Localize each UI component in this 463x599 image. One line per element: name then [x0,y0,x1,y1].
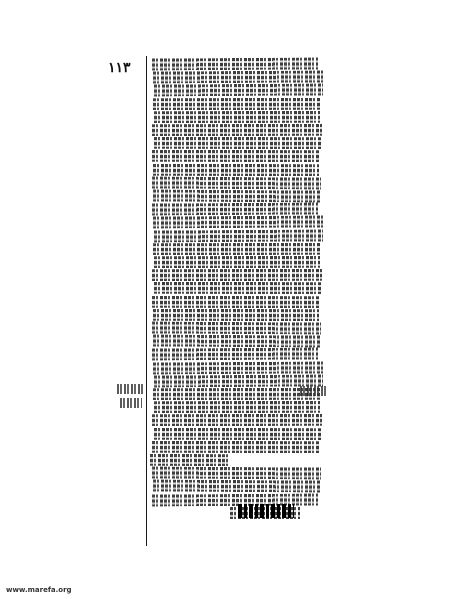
manuscript-line [154,137,322,149]
manuscript-line [152,321,321,334]
manuscript-line [153,388,320,400]
margin-note [120,398,142,408]
manuscript-line [152,295,319,307]
manuscript-line [150,454,230,466]
manuscript-line [153,335,321,348]
section-heading [238,504,294,518]
margin-note [300,386,328,396]
footer-url: www.marefa.org [6,586,72,594]
manuscript-line [154,84,323,97]
manuscript-line [154,427,322,439]
manuscript-line [152,203,318,216]
manuscript-line [152,269,322,281]
manuscript-line [152,57,318,70]
manuscript-line [152,124,322,136]
manuscript-line [153,480,321,493]
manuscript-line [154,374,323,387]
manuscript-line [153,361,323,374]
manuscript-line [153,189,321,202]
manuscript-line [154,401,320,413]
manuscript-line [154,111,320,123]
page-number: ١١٣ [108,60,131,76]
manuscript-line [152,348,318,361]
manuscript-line [152,150,319,162]
manuscript-line [152,467,321,480]
manuscript-line [153,216,323,229]
manuscript-line [154,229,323,242]
manuscript-line [153,71,323,84]
manuscript-line [152,441,319,453]
manuscript-line [153,97,320,109]
manuscript-line [154,256,320,268]
manuscript-line [153,163,319,175]
margin-note [117,384,143,394]
manuscript-line [153,309,319,321]
manuscript-line [154,282,322,294]
manuscript-line [153,243,320,255]
manuscript-line [152,176,321,189]
manuscript-line [152,414,322,426]
manuscript-text-block [150,58,328,538]
